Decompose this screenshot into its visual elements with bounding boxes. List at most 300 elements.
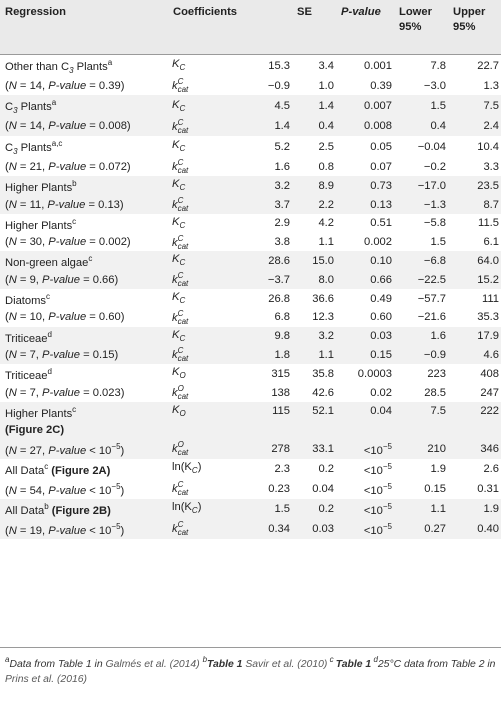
upper-95-text: 10.4: [477, 140, 499, 153]
coefficient-value-text: −0.9: [267, 79, 290, 92]
upper-95: [448, 251, 501, 271]
coefficient-value-text: 28.6: [268, 254, 290, 267]
table-row: [0, 347, 501, 365]
lower-95: [394, 479, 448, 499]
regression-label: [0, 136, 168, 159]
regression-label: [0, 54, 168, 78]
footnote-b-mark: b: [202, 655, 208, 664]
lower-95: [394, 364, 448, 384]
se-value: [292, 384, 336, 402]
coefficient-value-text: 1.5: [274, 502, 290, 515]
upper-95-text: 0.31: [477, 482, 499, 495]
coefficient-name: k: [172, 236, 178, 249]
table-row: [0, 459, 501, 479]
p-value: [336, 384, 394, 402]
coefficient-value: [234, 234, 292, 252]
coefficient-value-text: 3.8: [274, 236, 290, 249]
p-value: [336, 459, 394, 479]
regression-label-text: All Data: [5, 465, 45, 478]
lower-95: [394, 78, 448, 96]
regression-label: [0, 479, 168, 499]
lower-95: [394, 327, 448, 347]
upper-95: [448, 159, 501, 177]
table-row: [0, 422, 501, 440]
regression-label-text: (N = 14, P-value = 0.008): [5, 120, 131, 133]
p-value-text: 0.02: [370, 386, 392, 399]
regression-label-text: (N = 14, P-value = 0.39): [5, 79, 125, 92]
coefficient-superscript: C: [177, 158, 184, 168]
table-row: [0, 384, 501, 402]
se-value-text: 1.0: [318, 79, 334, 92]
se-value-text: 35.8: [312, 367, 334, 380]
se-value: [292, 439, 336, 459]
coefficient-symbol: [168, 289, 234, 309]
label-superscript: a: [51, 98, 57, 108]
regression-label-text: (N = 7, P-value = 0.023): [5, 386, 125, 399]
coefficient-scripts: [178, 197, 189, 213]
lower-95: [394, 251, 448, 271]
regression-label: [0, 234, 168, 252]
coefficient-subscript: cat: [177, 354, 189, 364]
coefficient-value-text: −3.7: [267, 273, 290, 286]
upper-95: [448, 439, 501, 459]
coefficient-name: k: [172, 311, 178, 324]
footnote-a-mark: a: [5, 655, 10, 664]
coefficient-subscript: cat: [177, 448, 189, 458]
regression-label: [0, 196, 168, 214]
regression-label-text: (N = 9, P-value = 0.66): [5, 273, 119, 286]
coefficient-superscript: C: [177, 117, 184, 127]
coefficient-superscript: O: [177, 440, 184, 450]
upper-95-text: 2.4: [483, 120, 499, 133]
p-value: [336, 78, 394, 96]
lower-95-text: 0.27: [424, 522, 446, 535]
se-value-text: 1.1: [318, 236, 334, 249]
p-value: [336, 519, 394, 539]
coefficient-subscript: cat: [177, 166, 189, 176]
label-continuation: (Figure 2B): [48, 505, 111, 518]
coefficient-symbol: [168, 196, 234, 214]
lower-95-text: 1.9: [430, 462, 446, 475]
regression-label: [0, 347, 168, 365]
lower-95-text: 0.4: [430, 120, 446, 133]
coefficient-name: K: [172, 58, 180, 70]
p-value-text: 0.007: [364, 100, 392, 113]
table-row: [0, 78, 501, 96]
header-lower: Lower 95%: [399, 6, 432, 33]
coefficient-symbol: [168, 364, 234, 384]
footnote-a-text: Data from Table 1 in: [9, 659, 106, 670]
footnote-b-cite[interactable]: Savir et al. (2010): [242, 659, 328, 670]
coefficient-symbol: [168, 271, 234, 289]
coefficient-value: [234, 271, 292, 289]
upper-95-text: 3.3: [483, 160, 499, 173]
upper-95-text: 111: [481, 292, 499, 305]
se-value: [292, 234, 336, 252]
coefficient-subscript: cat: [177, 85, 189, 95]
upper-95: [448, 347, 501, 365]
table-body: [0, 54, 501, 539]
coefficient-superscript: C: [177, 271, 184, 281]
p-value-text: 0.001: [364, 59, 392, 72]
regression-label: [0, 364, 168, 384]
coefficient-subscript: C: [179, 296, 186, 306]
coefficient-close: ): [197, 461, 202, 474]
p-value: [336, 159, 394, 177]
lower-95-text: −0.04: [417, 140, 446, 153]
p-value-text: 0.51: [370, 217, 392, 230]
se-value: [292, 271, 336, 289]
p-value: [336, 347, 394, 365]
lower-95: [394, 347, 448, 365]
coefficient-scripts: [178, 235, 189, 251]
se-value-text: 0.04: [312, 482, 334, 495]
se-value: [292, 196, 336, 214]
coefficient-value-text: 6.8: [274, 311, 290, 324]
coefficient-value-text: 4.5: [274, 100, 290, 113]
regression-label: [0, 519, 168, 539]
coefficient-symbol: [168, 54, 234, 78]
se-value: [292, 327, 336, 347]
upper-95-text: 6.1: [483, 236, 499, 249]
coefficient-name: ln(K: [172, 461, 192, 474]
header-se: SE: [297, 6, 312, 18]
lower-95-text: −6.8: [423, 254, 446, 267]
label-superscript: c: [44, 462, 49, 472]
coefficient-value-text: 5.2: [274, 140, 290, 153]
coefficient-superscript: C: [177, 308, 184, 318]
p-value-text: <10: [363, 485, 383, 498]
regression-label: [0, 384, 168, 402]
coefficient-value: [234, 159, 292, 177]
se-value-text: 1.1: [318, 348, 334, 361]
coefficient-symbol: [168, 159, 234, 177]
lower-95-text: −0.2: [423, 160, 446, 173]
lower-95: [394, 422, 448, 440]
coefficient-value: [234, 327, 292, 347]
footnote-a-cite[interactable]: Galmés et al. (2014): [105, 659, 200, 670]
se-value: [292, 499, 336, 519]
footnote-d-cite[interactable]: Prins et al. (2016): [5, 674, 88, 685]
label-superscript: c: [88, 254, 93, 264]
upper-95-text: 2.6: [483, 462, 499, 475]
table-row: [0, 159, 501, 177]
se-value-text: 36.6: [312, 292, 334, 305]
regression-label-text: Other than C: [5, 60, 70, 73]
p-value-exponent: −5: [382, 442, 392, 452]
regression-label: [0, 159, 168, 177]
coefficient-close: ): [197, 501, 202, 514]
header-regression: Regression: [5, 6, 66, 18]
coefficient-name: k: [172, 387, 178, 399]
p-value-text: <10: [363, 465, 383, 478]
table-row: [0, 499, 501, 519]
p-value-text: 0.07: [370, 160, 392, 173]
lower-95-text: 1.6: [430, 330, 446, 343]
lower-95-text: 223: [427, 367, 446, 380]
table-row: [0, 251, 501, 271]
coefficient-superscript: O: [177, 384, 184, 394]
label-superscript: d: [47, 367, 52, 377]
coefficient-subscript: C: [179, 144, 186, 154]
p-value: [336, 214, 394, 234]
coefficient-subscript: C: [179, 183, 186, 193]
p-value: [336, 54, 394, 78]
coefficient-scripts: [178, 481, 189, 497]
p-value-text: 0.49: [370, 292, 392, 305]
upper-95: [448, 459, 501, 479]
regression-label-text: Higher Plants: [5, 182, 73, 195]
coefficient-subscript: cat: [177, 279, 189, 289]
coefficient-value-text: 1.8: [274, 348, 290, 361]
coefficient-value-text: 3.2: [274, 179, 290, 192]
regression-label-text: (Figure 2C): [5, 424, 65, 437]
coefficient-scripts: [178, 441, 189, 457]
coefficient-symbol: [168, 118, 234, 136]
label-superscript: c: [72, 216, 77, 226]
upper-95-text: 64.0: [477, 254, 499, 267]
se-value: [292, 364, 336, 384]
lower-95: [394, 402, 448, 422]
label-continuation: Plants: [17, 101, 52, 114]
lower-95-text: 7.8: [430, 59, 446, 72]
table-row: [0, 309, 501, 327]
regression-label-text: (N = 21, P-value = 0.072): [5, 160, 131, 173]
coefficient-value-text: 9.8: [274, 330, 290, 343]
p-value-text: 0.66: [370, 273, 392, 286]
se-value: [292, 54, 336, 78]
lower-95-text: −5.8: [423, 217, 446, 230]
regression-label-text: Higher Plants: [5, 407, 73, 420]
label-superscript: a: [107, 57, 113, 67]
coefficient-symbol: [168, 234, 234, 252]
label-superscript: c: [72, 404, 77, 414]
se-value-text: 2.2: [318, 198, 334, 211]
upper-95: [448, 78, 501, 96]
coefficient-name: k: [172, 443, 178, 456]
label-superscript: d: [47, 329, 52, 339]
coefficient-symbol: [168, 176, 234, 196]
regression-label-text: (N = 54, P-value < 10: [5, 485, 112, 498]
p-value: [336, 327, 394, 347]
p-value: [336, 95, 394, 118]
coefficient-symbol: [168, 309, 234, 327]
se-value-text: 8.9: [318, 179, 334, 192]
table-row: [0, 54, 501, 78]
coefficient-symbol: [168, 384, 234, 402]
coefficient-subscript: cat: [177, 488, 189, 498]
coefficient-value: [234, 499, 292, 519]
coefficient-value: [234, 459, 292, 479]
lower-95: [394, 499, 448, 519]
header-upper: Upper 95%: [453, 6, 486, 33]
coefficient-value-text: 0.23: [268, 482, 290, 495]
p-value: [336, 309, 394, 327]
upper-95: [448, 327, 501, 347]
coefficient-value: [234, 384, 292, 402]
regression-label: [0, 402, 168, 422]
coefficient-symbol: [168, 402, 234, 422]
upper-95-text: 15.2: [477, 273, 499, 286]
lower-95-text: −1.3: [423, 198, 446, 211]
se-value: [292, 479, 336, 499]
coefficient-scripts: [178, 119, 189, 135]
footnote-d-mark: d: [371, 655, 378, 664]
se-value: [292, 176, 336, 196]
coefficient-value: [234, 176, 292, 196]
p-value: [336, 234, 394, 252]
coefficient-name: K: [172, 215, 180, 228]
lower-95-text: −21.6: [417, 311, 446, 324]
coefficient-scripts: [178, 159, 189, 175]
se-value: [292, 136, 336, 159]
coefficient-subscript: O: [179, 408, 186, 418]
upper-95-text: 247: [480, 386, 499, 399]
p-value-text: 0.04: [370, 405, 392, 418]
coefficient-superscript: C: [177, 520, 184, 530]
label-close: ): [120, 485, 125, 498]
coefficient-value-text: 138: [271, 386, 290, 399]
upper-95-text: 1.3: [483, 79, 499, 92]
se-value: [292, 309, 336, 327]
label-subscript: 3: [69, 65, 74, 75]
coefficient-scripts: [178, 521, 189, 537]
label-continuation: Plants: [73, 60, 108, 73]
p-value: [336, 136, 394, 159]
se-value-text: 0.8: [318, 160, 334, 173]
coefficient-superscript: C: [177, 77, 184, 87]
regression-label-text: Non-green algae: [5, 257, 89, 270]
coefficient-value-text: 278: [271, 442, 290, 455]
coefficient-value: [234, 78, 292, 96]
p-value-text: 0.0003: [357, 367, 392, 380]
p-value: [336, 271, 394, 289]
coefficient-value: [234, 422, 292, 440]
coefficient-symbol: [168, 327, 234, 347]
regression-label: [0, 459, 168, 479]
coefficient-subscript: cat: [177, 392, 189, 402]
table-row: [0, 402, 501, 422]
p-value-text: 0.10: [370, 254, 392, 267]
upper-95: [448, 402, 501, 422]
upper-95-text: 1.9: [483, 502, 499, 515]
coefficient-subscript: cat: [177, 241, 189, 251]
p-value: [336, 479, 394, 499]
coefficient-scripts: [178, 310, 189, 326]
coefficient-name: K: [172, 178, 180, 191]
lower-95-text: 210: [427, 442, 446, 455]
lower-95: [394, 95, 448, 118]
regression-label: [0, 327, 168, 347]
coefficient-value-text: 1.6: [274, 160, 290, 173]
se-value-text: 12.3: [312, 311, 334, 324]
coefficient-subscript: C: [179, 258, 186, 268]
se-value: [292, 289, 336, 309]
table-row: [0, 234, 501, 252]
header-pvalue: P-value: [341, 6, 381, 18]
footnote-rule: [0, 647, 501, 648]
coefficient-name: k: [172, 483, 178, 496]
upper-95: [448, 271, 501, 289]
se-value: [292, 159, 336, 177]
footnote-c-table[interactable]: Table 1: [335, 659, 372, 670]
regression-label: [0, 95, 168, 118]
coefficient-name: K: [172, 366, 180, 379]
se-value-text: 42.6: [312, 386, 334, 399]
header-coefficients: Coefficients: [173, 6, 238, 18]
coefficient-superscript: C: [177, 480, 184, 490]
lower-95: [394, 309, 448, 327]
table-row: [0, 176, 501, 196]
label-close: ): [120, 525, 125, 538]
coefficient-subscript: C: [179, 333, 186, 343]
coefficient-symbol: [168, 251, 234, 271]
footnote-b-table[interactable]: Table 1: [207, 659, 243, 670]
table-row: [0, 289, 501, 309]
table-row: [0, 196, 501, 214]
se-value-text: 0.2: [318, 502, 334, 515]
upper-95: [448, 384, 501, 402]
lower-95-text: 1.1: [430, 502, 446, 515]
lower-95-text: 1.5: [430, 236, 446, 249]
regression-label-text: (N = 11, P-value = 0.13): [5, 198, 124, 211]
coefficient-name: k: [172, 120, 178, 133]
lower-95: [394, 118, 448, 136]
upper-95: [448, 54, 501, 78]
p-value: [336, 499, 394, 519]
lower-95-text: −17.0: [417, 179, 446, 192]
label-superscript: a,c: [51, 138, 63, 148]
se-value-text: 3.2: [318, 330, 334, 343]
table-row: [0, 118, 501, 136]
upper-95: [448, 309, 501, 327]
p-value-text: 0.60: [370, 311, 392, 324]
label-superscript: b: [44, 502, 49, 512]
coefficient-scripts: [178, 272, 189, 288]
coefficient-subscript: C: [179, 220, 186, 230]
p-value-exponent: −5: [382, 482, 392, 492]
regression-label-text: All Data: [5, 505, 45, 518]
coefficient-scripts: [178, 347, 189, 363]
coefficient-symbol: [168, 519, 234, 539]
coefficient-subscript: O: [179, 371, 186, 381]
table-footnote: [5, 652, 497, 687]
upper-95-text: 4.6: [483, 348, 499, 361]
coefficient-value: [234, 402, 292, 422]
regression-label-text: (N = 30, P-value = 0.002): [5, 236, 131, 249]
coefficient-name: k: [172, 199, 178, 212]
p-value: [336, 364, 394, 384]
se-value: [292, 402, 336, 422]
regression-label: [0, 214, 168, 234]
p-value-text: 0.002: [364, 236, 392, 249]
regression-label-text: Diatoms: [5, 295, 47, 308]
upper-95: [448, 136, 501, 159]
label-exponent: −5: [111, 522, 121, 532]
coefficient-superscript: C: [177, 346, 184, 356]
lower-95-text: −22.5: [417, 273, 446, 286]
se-value: [292, 118, 336, 136]
upper-95-text: 35.3: [477, 311, 499, 324]
upper-95: [448, 519, 501, 539]
p-value-exponent: −5: [382, 462, 392, 472]
coefficient-symbol: [168, 214, 234, 234]
p-value-text: 0.03: [370, 330, 392, 343]
se-value-text: 8.0: [318, 273, 334, 286]
p-value: [336, 196, 394, 214]
regression-label-text: (N = 27, P-value < 10: [5, 445, 112, 458]
lower-95-text: 7.5: [430, 405, 446, 418]
